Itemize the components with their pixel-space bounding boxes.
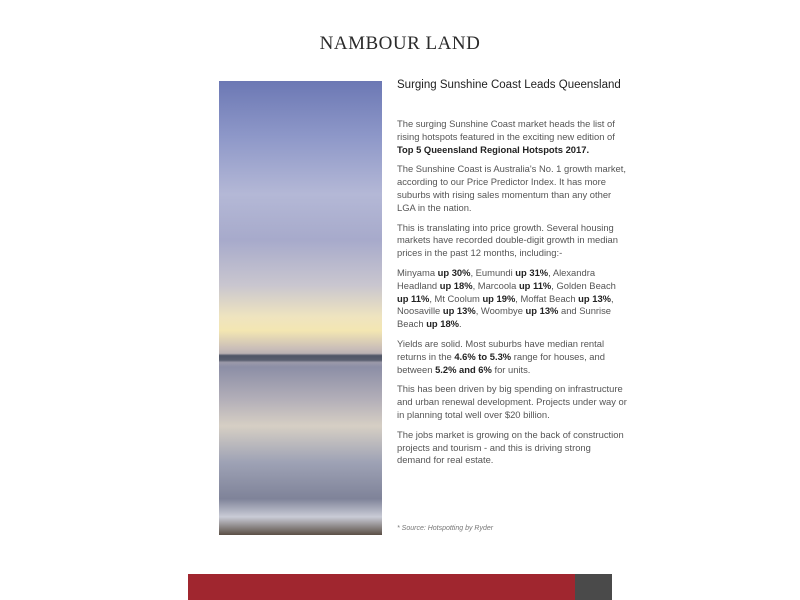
paragraph-text: , Noosaville <box>397 292 614 317</box>
source-note: * Source: Hotspotting by Ryder <box>397 525 494 532</box>
page-title: NAMBOUR LAND <box>319 33 481 54</box>
article-paragraph <box>397 267 627 331</box>
highlighted-text: up 13% <box>442 305 476 317</box>
article-paragraph <box>397 163 627 214</box>
footer-bar-red <box>188 574 575 600</box>
paragraph-text: and Sunrise Beach <box>397 305 612 330</box>
highlighted-text: up 19% <box>482 292 516 304</box>
highlighted-text: up 31% <box>515 266 549 278</box>
paragraph-text: This has been driven by big spending on infrastructure and urban renewal development. Projects under way or in planning total well over $20 billion. <box>397 383 627 420</box>
paragraph-text: The Sunshine Coast is Australia's No. 1 growth market, according to our Price Predictor Index. It has more suburbs with rising sales momentum than any other LGA in the nation. <box>397 163 626 213</box>
article-heading: Surging Sunshine Coast Leads Queensland <box>397 79 621 91</box>
highlighted-text: up 11% <box>518 279 552 291</box>
paragraph-text: , Marcoola <box>472 279 519 291</box>
paragraph-text: , Woombye <box>475 305 526 317</box>
paragraph-text: , Alexandra Headland <box>397 266 596 291</box>
paragraph-text: . <box>459 318 462 330</box>
paragraph-text: Minyama <box>397 266 438 278</box>
highlighted-text: up 18% <box>426 318 460 330</box>
highlighted-text: up 13% <box>525 305 559 317</box>
paragraph-text: , Mt Coolum <box>429 292 483 304</box>
highlighted-text: Top 5 Queensland Regional Hotspots 2017. <box>397 143 590 155</box>
highlighted-text: 4.6% to 5.3% <box>454 350 512 362</box>
footer-bar-grey <box>575 574 612 600</box>
paragraph-text: This is translating into price growth. Several housing markets have recorded double-digit growth in median prices in the past 12 months, including:- <box>397 221 618 259</box>
highlighted-text: up 30% <box>437 266 471 278</box>
paragraph-text: , Moffat Beach <box>515 292 579 304</box>
article-paragraph <box>397 429 627 467</box>
paragraph-text: The jobs market is growing on the back of construction projects and tourism - and this is driving strong demand for real estate. <box>397 428 624 466</box>
paragraph-text: Yields are solid. Most suburbs have median rental returns in the <box>397 337 605 362</box>
highlighted-text: up 18% <box>439 279 473 291</box>
paragraph-text: The surging Sunshine Coast market heads the list of rising hotspots featured in the exciting new edition of <box>397 118 615 142</box>
highlighted-text: 5.2% and 6% <box>435 363 492 375</box>
paragraph-text: range for houses, and between <box>397 350 605 375</box>
highlighted-text: up 13% <box>578 292 611 304</box>
article-paragraph <box>397 222 627 260</box>
highlighted-text: up 11% <box>397 292 430 304</box>
article-body <box>397 118 627 474</box>
coastal-sunset-photo <box>219 81 382 535</box>
paragraph-text: for units. <box>491 363 531 375</box>
article-paragraph <box>397 383 627 421</box>
paragraph-text: , Golden Beach <box>551 279 616 291</box>
article-paragraph <box>397 118 627 156</box>
paragraph-text: , Eumundi <box>470 266 516 278</box>
article-paragraph <box>397 338 627 376</box>
